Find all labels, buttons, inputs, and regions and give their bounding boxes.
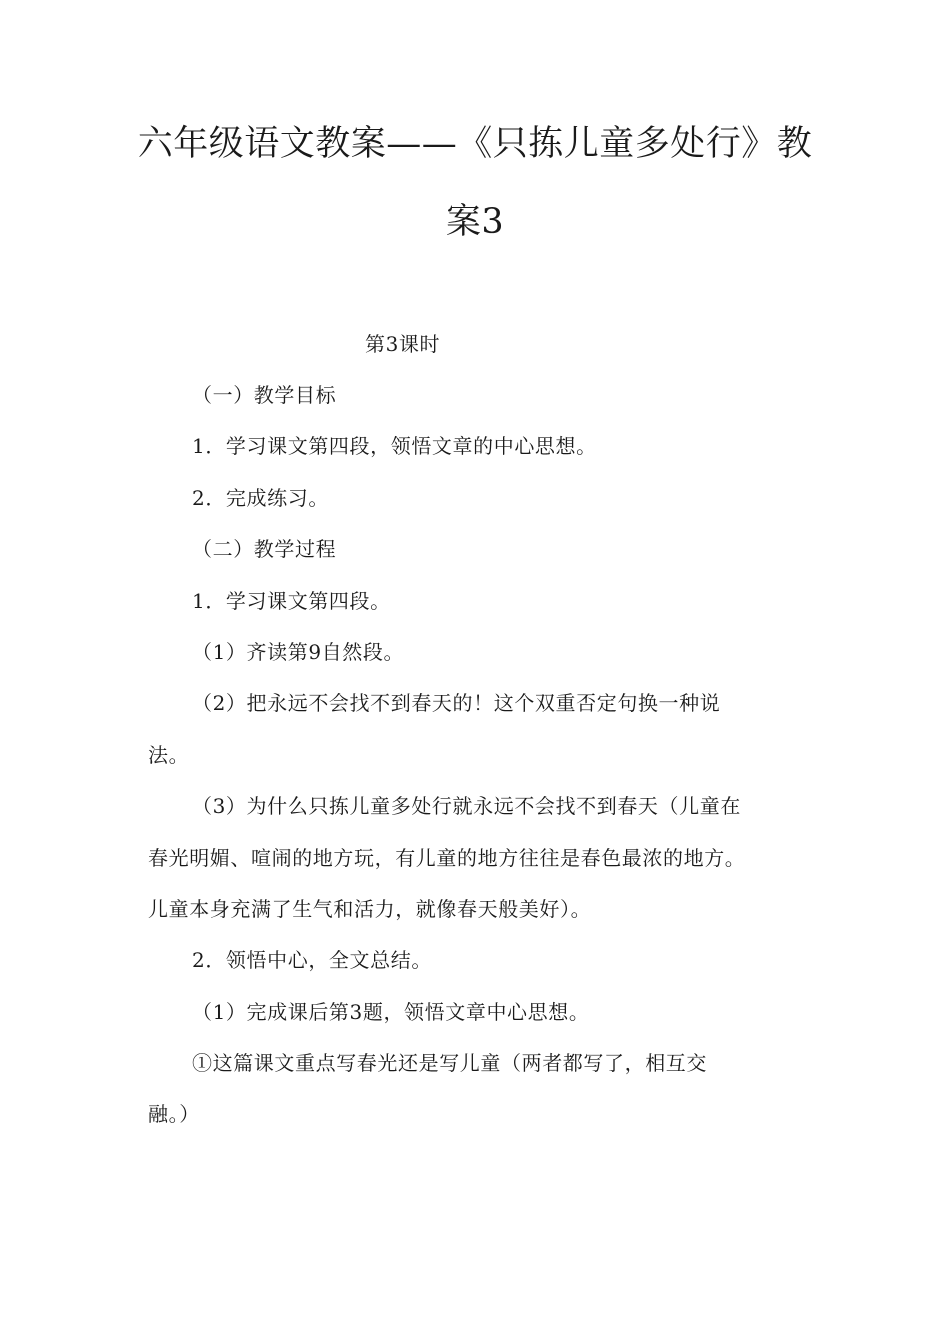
paragraph-continuation: 春光明媚、喧闹的地方玩，有儿童的地方往往是春色最浓的地方。	[148, 846, 746, 870]
document-title-line-1: 六年级语文教案——《只拣儿童多处行》教	[137, 124, 813, 164]
paragraph: ①这篇课文重点写春光还是写儿童（两者都写了，相互交	[192, 1051, 707, 1075]
paragraph: 2．领悟中心，全文总结。	[192, 948, 432, 972]
paragraph-continuation: 儿童本身充满了生气和活力，就像春天般美好）。	[148, 897, 592, 921]
paragraph: 1．学习课文第四段，领悟文章的中心思想。	[192, 434, 597, 458]
section-heading-objectives: （一）教学目标	[192, 383, 337, 407]
paragraph: 2．完成练习。	[192, 486, 329, 510]
paragraph: （3）为什么只拣儿童多处行就永远不会找不到春天（儿童在	[192, 794, 741, 818]
paragraph-continuation: 法。	[148, 743, 190, 767]
lesson-period: 第3课时	[365, 332, 441, 356]
paragraph: （1）完成课后第3题，领悟文章中心思想。	[192, 1000, 590, 1024]
paragraph: （1）齐读第9自然段。	[192, 640, 405, 664]
paragraph: 1．学习课文第四段。	[192, 589, 391, 613]
paragraph: （2）把永远不会找不到春天的！这个双重否定句换一种说	[192, 691, 721, 715]
document-title-line-2: 案3	[445, 202, 505, 242]
paragraph-continuation: 融。）	[148, 1102, 200, 1126]
section-heading-process: （二）教学过程	[192, 537, 337, 561]
